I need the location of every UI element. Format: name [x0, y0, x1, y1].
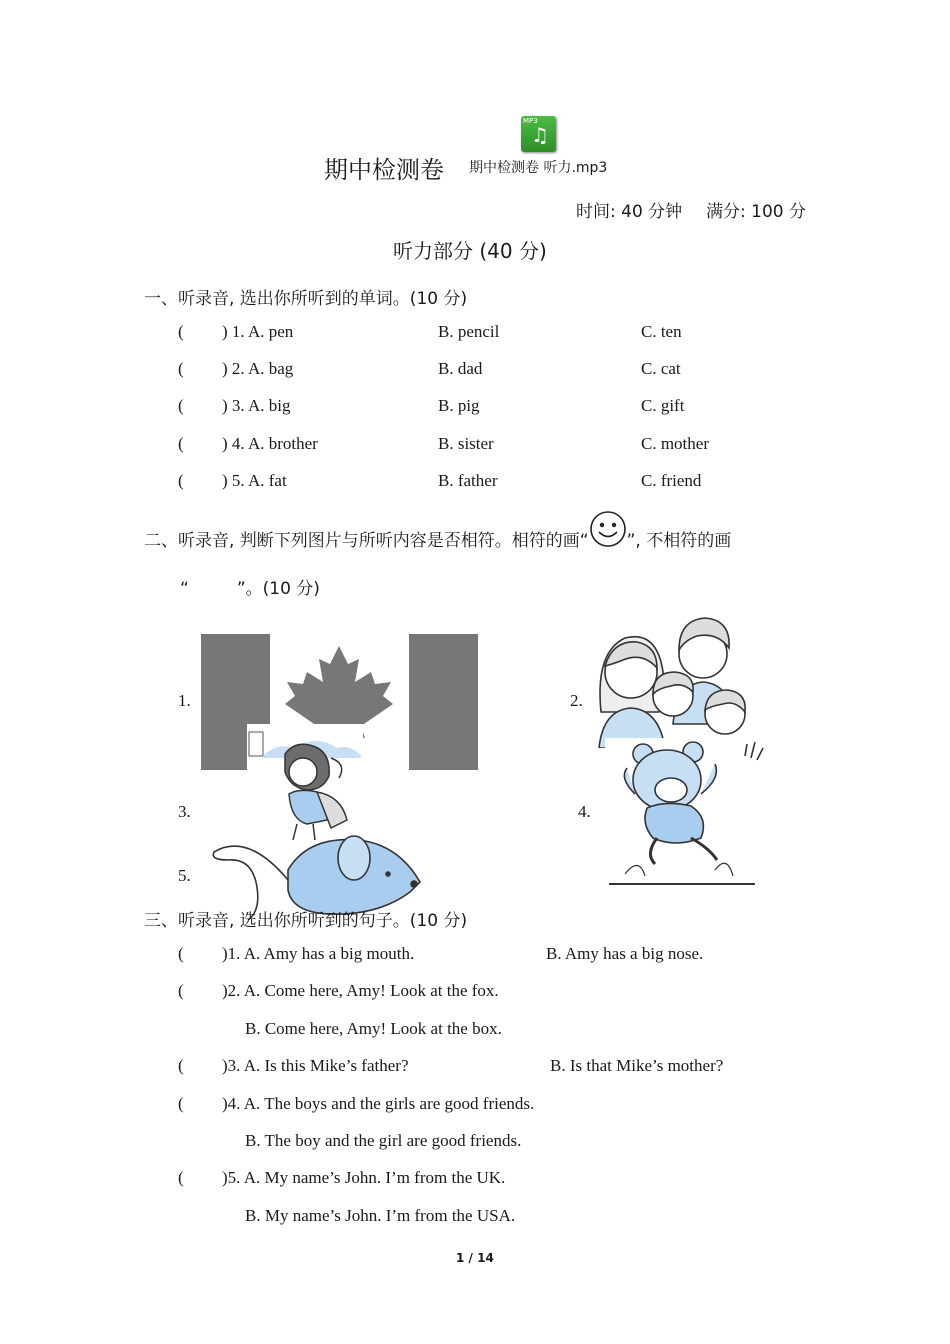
sentence-a: )5. A. My name’s John. I’m from the UK. [222, 1168, 506, 1187]
option-a: ) 4. A. brother [222, 434, 318, 453]
part2-heading-b: ”, 不相符的画 [626, 531, 732, 551]
score-info: 满分: 100 分 [706, 202, 806, 222]
option-a: ) 1. A. pen [222, 322, 294, 341]
option-c: C. cat [641, 359, 681, 378]
part2-heading-a: 二、听录音, 判断下列图片与所听内容是否相符。相符的画“ [144, 531, 589, 551]
sentence-b: B. Amy has a big nose. [546, 944, 704, 963]
picture-label-1: 1. [178, 691, 191, 710]
answer-blank[interactable]: ( [178, 396, 184, 415]
picture-label-2: 2. [570, 691, 583, 710]
option-a: ) 3. A. big [222, 396, 291, 415]
time-info: 时间: 40 分钟 [576, 202, 683, 222]
option-b: B. dad [438, 359, 483, 378]
smiley-face-icon [589, 524, 627, 546]
answer-blank[interactable]: ( [178, 1094, 184, 1113]
answer-blank[interactable]: ( [178, 1168, 184, 1187]
answer-blank[interactable]: ( [178, 471, 184, 490]
option-a: ) 2. A. bag [222, 359, 294, 378]
part3-heading: 三、听录音, 选出你所听到的句子。(10 分) [144, 911, 468, 931]
sentence-a: )4. A. The boys and the girls are good friends. [222, 1094, 535, 1113]
part2-heading-d: ”。(10 分) [236, 579, 320, 599]
sentence-a: )2. A. Come here, Amy! Look at the fox. [222, 981, 499, 1000]
answer-blank[interactable]: ( [178, 434, 184, 453]
answer-blank[interactable]: ( [178, 944, 184, 963]
sentence-b: B. Come here, Amy! Look at the box. [245, 1019, 502, 1038]
option-c: C. gift [641, 396, 685, 415]
picture-label-4: 4. [578, 802, 591, 821]
option-c: C. friend [641, 471, 702, 490]
part2-heading-c: “ [180, 579, 189, 599]
part2-heading [144, 524, 731, 551]
audio-file-link[interactable]: 期中检测卷 听力.mp3 [469, 160, 608, 176]
option-c: C. ten [641, 322, 682, 341]
option-c: C. mother [641, 434, 709, 453]
bear-jumping-image [605, 738, 765, 886]
option-b: B. sister [438, 434, 494, 453]
sentence-b: B. The boy and the girl are good friends. [245, 1131, 522, 1150]
family-image [593, 612, 758, 748]
answer-blank[interactable]: ( [178, 981, 184, 1000]
picture-label-3: 3. [178, 802, 191, 821]
sentence-a: )3. A. Is this Mike’s father? [222, 1056, 409, 1075]
part2-heading-line2 [180, 574, 320, 599]
mp3-badge-label: MP3 [523, 117, 538, 125]
section-title: 听力部分 (40 分) [393, 239, 547, 263]
sentence-b: B. Is that Mike’s mother? [550, 1056, 724, 1075]
answer-blank[interactable]: ( [178, 322, 184, 341]
mp3-file-icon[interactable] [521, 116, 556, 152]
option-a: ) 5. A. fat [222, 471, 287, 490]
option-b: B. pencil [438, 322, 500, 341]
answer-blank[interactable]: ( [178, 1056, 184, 1075]
answer-blank[interactable]: ( [178, 359, 184, 378]
music-note-icon: ♫ [531, 123, 549, 147]
part1-heading: 一、听录音, 选出你所听到的单词。(10 分) [144, 289, 468, 309]
girl-backpack-image [247, 724, 363, 840]
sentence-a: )1. A. Amy has a big mouth. [222, 944, 415, 963]
option-b: B. father [438, 471, 498, 490]
page-number: 1 / 14 [456, 1251, 494, 1265]
page-title: 期中检测卷 [324, 156, 444, 184]
sentence-b: B. My name’s John. I’m from the USA. [245, 1206, 516, 1225]
option-b: B. pig [438, 396, 480, 415]
picture-label-5: 5. [178, 866, 191, 885]
